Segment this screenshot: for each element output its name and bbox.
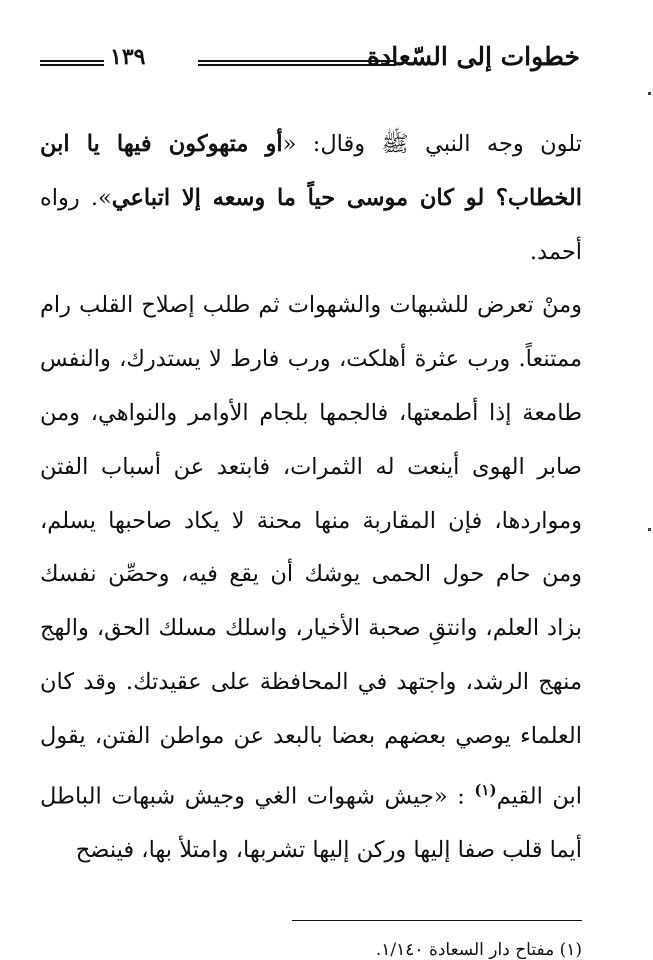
paragraph-2-main: ومنْ تعرض للشبهات والشهوات ثم طلب إصلاح القلب رام ممتنعاً. ورب عثرة أهلكت، ورب فارط لا يستدرك، والنفس طامعة إذا أطمعتها، فالجمها بلجام الأوامر والنواهي، ومن صابر الهوى أينعت له الثمرات، فابتعد عن أسباب الفتن ومواردها، فإن المقاربة منها محنة لا يكاد صاحبها يسلم، ومن حام حول الحمى يوشك أن يقع فيه، وحصِّن نفسك بزاد العلم، وانتقِ صحبة الأخيار، واسلك مسلك الحق، والهج منهج الرشد، واجتهد في المحافظة على عقيدتك. وقد كان العلماء يوصي بعضهم بعضا بالبعد عن مواطن الفتن، يقول ابن القيم — [40, 292, 583, 810]
header-rule-left — [40, 60, 104, 66]
book-title: خطوات إلى السّعادة — [367, 42, 580, 71]
paragraph-2 — [40, 279, 582, 877]
paragraph-1-citation: ». رواه أحمد. — [40, 184, 582, 265]
scan-edge-mark — [648, 92, 651, 95]
hadith-quote: أو متهوكون فيها يا ابن الخطاب؟ لو كان موسى حياً ما وسعه إلا اتباعي — [40, 131, 583, 211]
scan-edge-mark — [648, 528, 651, 531]
paragraph-1 — [40, 118, 582, 279]
footnote: (١) مفتاح دار السعادة ١/١٤٠. — [375, 940, 582, 960]
body-text — [40, 118, 582, 878]
paragraph-1-intro: تلون وجه النبي ﷺ وقال: « — [282, 131, 582, 157]
header-rule-middle — [198, 60, 396, 66]
page-header — [40, 42, 580, 82]
footnote-separator — [292, 920, 582, 921]
page-number: ١٣٩ — [110, 44, 146, 70]
footnote-reference: (١) — [474, 780, 497, 799]
paragraph-2-quote: : «جيش شهوات الغي وجيش شبهات الباطل أيما قلب صفا إليها وركن إليها تشربها، وامتلأ بها، فينضح — [40, 783, 582, 863]
